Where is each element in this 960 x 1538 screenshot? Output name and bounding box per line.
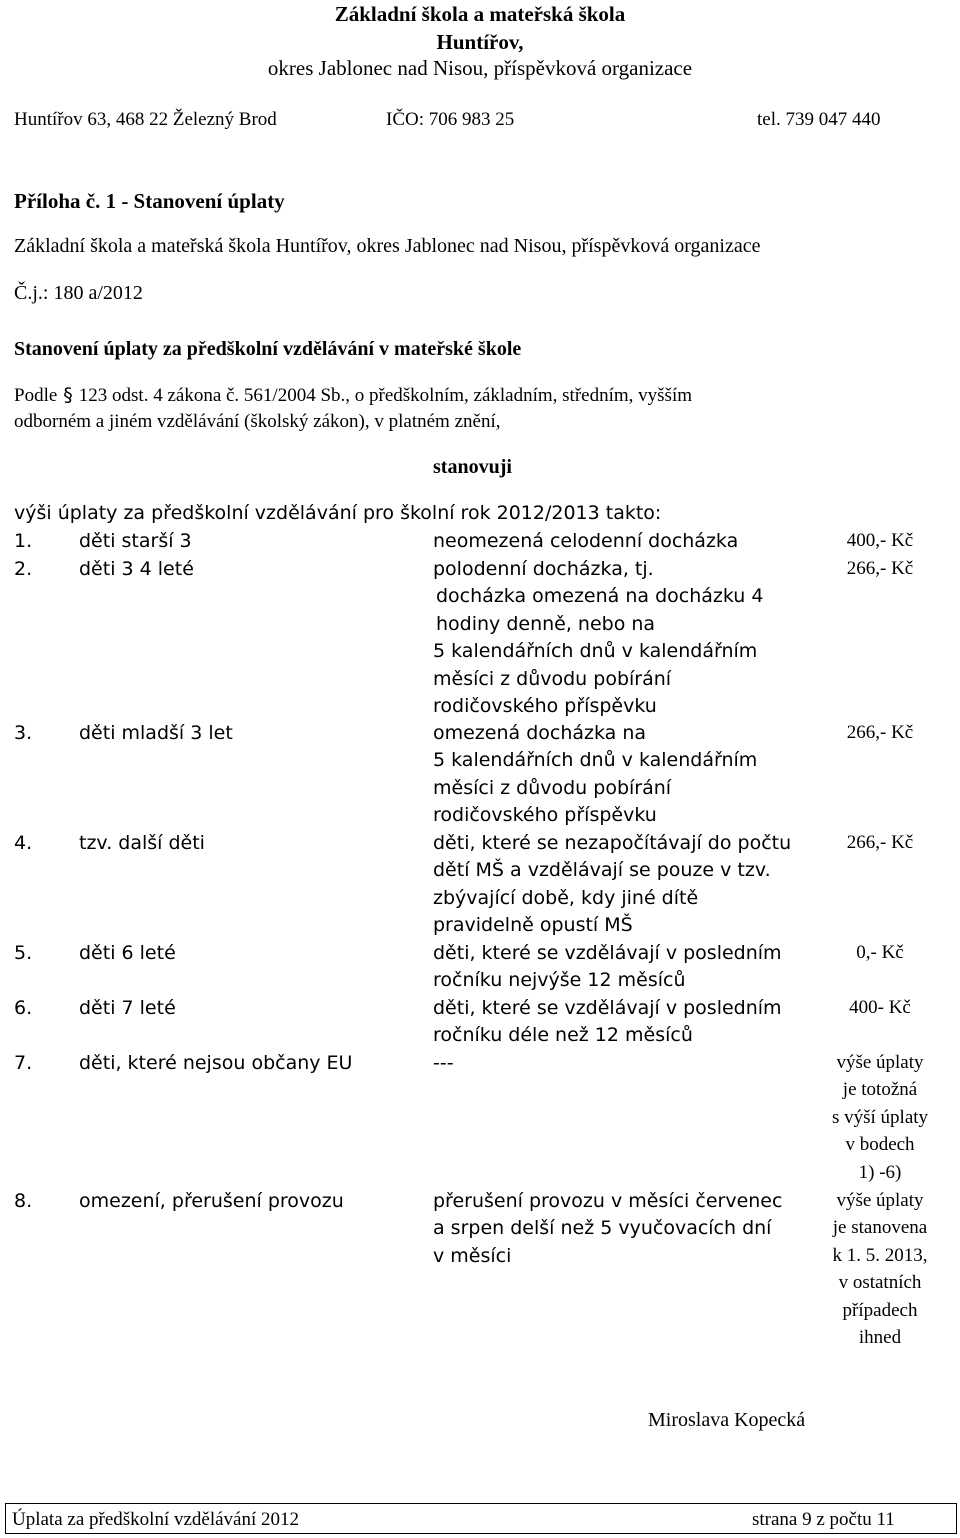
- fee-row-amount-line: 400- Kč: [849, 997, 911, 1018]
- organization-line: Základní škola a mateřská škola Huntířov, okres Jablonec nad Nisou, příspěvková organizace: [14, 235, 761, 257]
- fee-row-description-line: docházka omezená na docházku 4: [436, 585, 764, 608]
- fee-row-amount-line: 266,- Kč: [846, 722, 914, 743]
- fee-row-amount-line: je stanovena: [832, 1217, 928, 1239]
- decision-word: stanovuji: [433, 456, 512, 478]
- letterhead-school-name: Základní škola a mateřská škola: [334, 2, 626, 26]
- fee-row-description-line: omezená docházka na: [433, 722, 647, 744]
- fee-row-number: 2.: [14, 558, 33, 580]
- fee-row-group: děti, které nejsou občany EU: [79, 1052, 353, 1074]
- fee-row-number: 6.: [14, 997, 33, 1019]
- annex-title: Příloha č. 1 - Stanovení úplaty: [14, 189, 285, 213]
- fee-row-amount-line: 266,- Kč: [846, 832, 914, 853]
- law-prefix: Podle: [14, 385, 58, 406]
- law-line-2: odborném a jiném vzdělávání (školský zákon), v platném znění,: [14, 411, 501, 432]
- fee-row-description-line: 5 kalendářních dnů v kalendářním: [433, 640, 758, 663]
- fee-row-amount-line: je totožná: [842, 1079, 918, 1101]
- fee-row-number: 4.: [14, 832, 33, 854]
- fee-row-group: děti starší 3: [79, 530, 192, 552]
- fee-row-amount-line: 1) -6): [858, 1161, 902, 1183]
- fee-row-description-line: 5 kalendářních dnů v kalendářním: [433, 749, 758, 772]
- fee-row-description-line: měsíci z důvodu pobírání: [433, 776, 672, 799]
- fee-row-number: 1.: [14, 530, 33, 552]
- fee-row-amount-line: s výší úplaty: [831, 1106, 929, 1128]
- fee-row-amount-line: 0,- Kč: [856, 942, 904, 963]
- fee-row-group: děti 3 4 leté: [79, 558, 194, 580]
- fee-row-description-line: v měsíci: [433, 1244, 512, 1267]
- fee-row-description-line: měsíci z důvodu pobírání: [433, 667, 672, 690]
- fee-row-amount-line: 400,- Kč: [846, 530, 914, 551]
- fee-row-description-line: ročníku déle než 12 měsíců: [433, 1024, 693, 1047]
- letterhead-tel: tel. 739 047 440: [757, 109, 881, 130]
- fee-row-description-line: hodiny denně, nebo na: [436, 612, 656, 635]
- section-symbol: §: [63, 384, 73, 406]
- fee-row-description-line: zbývající době, kdy jiné dítě: [433, 886, 699, 909]
- fee-row-description-line: a srpen delší než 5 vyučovacích dní: [433, 1217, 772, 1240]
- fee-row-group: děti 7 leté: [79, 997, 176, 1019]
- fee-row-description-line: rodičovského příspěvku: [433, 804, 657, 827]
- law-line-1: [14, 384, 692, 407]
- letterhead-address: Huntířov 63, 468 22 Železný Brod: [14, 109, 277, 130]
- fee-row-number: 3.: [14, 722, 33, 744]
- intro-line: výši úplaty za předškolní vzdělávání pro školní rok 2012/2013 takto:: [14, 502, 662, 524]
- fee-row-description-line: pravidelně opustí MŠ: [433, 914, 633, 937]
- document-heading: Stanovení úplaty za předškolní vzdělávání v mateřské škole: [14, 338, 522, 360]
- fee-row-amount-line: výše úplaty: [836, 1190, 924, 1211]
- fee-row-amount-line: ihned: [858, 1327, 902, 1348]
- fee-row-number: 8.: [14, 1190, 33, 1212]
- fee-row-description-line: dětí MŠ a vzdělávají se pouze v tzv.: [433, 859, 771, 882]
- fee-row-amount-line: v ostatních: [838, 1272, 922, 1294]
- fee-row-description-line: ---: [433, 1052, 454, 1074]
- fee-row-group: děti 6 leté: [79, 942, 176, 964]
- footer-left: Úplata za předškolní vzdělávání 2012: [12, 1509, 300, 1530]
- signature: Miroslava Kopecká: [648, 1409, 806, 1431]
- law-rest: 123 odst. 4 zákona č. 561/2004 Sb., o předškolním, základním, středním, vyšším: [78, 385, 692, 406]
- letterhead-village: Huntířov,: [436, 30, 524, 54]
- letterhead-ico: IČO: 706 983 25: [386, 109, 515, 130]
- fee-row-description-line: polodenní docházka, tj.: [433, 558, 654, 580]
- fee-row-amount-line: v bodech: [845, 1134, 915, 1156]
- fee-row-description-line: děti, které se vzdělávají v posledním: [433, 942, 782, 964]
- fee-row-description-line: rodičovského příspěvku: [433, 695, 657, 717]
- fee-row-amount-line: k 1. 5. 2013,: [832, 1244, 928, 1266]
- fee-row-amount-line: výše úplaty: [836, 1052, 924, 1073]
- fee-row-amount-line: případech: [842, 1299, 918, 1321]
- fee-row-description-line: děti, které se vzdělávají v posledním: [433, 997, 782, 1019]
- reference-number: Č.j.: 180 a/2012: [14, 282, 143, 304]
- fee-row-description-line: ročníku nejvýše 12 měsíců: [433, 969, 686, 992]
- fee-row-group: děti mladší 3 let: [79, 722, 233, 744]
- fee-row-description-line: děti, které se nezapočítávají do počtu: [433, 832, 792, 854]
- fee-row-group: omezení, přerušení provozu: [79, 1190, 344, 1212]
- footer-right: strana 9 z počtu 11: [752, 1509, 895, 1530]
- fee-row-number: 7.: [14, 1052, 33, 1074]
- fee-row-amount-line: 266,- Kč: [846, 558, 914, 579]
- letterhead-district: okres Jablonec nad Nisou, příspěvková organizace: [267, 56, 693, 80]
- fee-row-number: 5.: [14, 942, 33, 964]
- fee-row-description-line: neomezená celodenní docházka: [433, 530, 739, 552]
- fee-row-description-line: přerušení provozu v měsíci červenec: [433, 1190, 783, 1212]
- fee-row-group: tzv. další děti: [79, 832, 205, 854]
